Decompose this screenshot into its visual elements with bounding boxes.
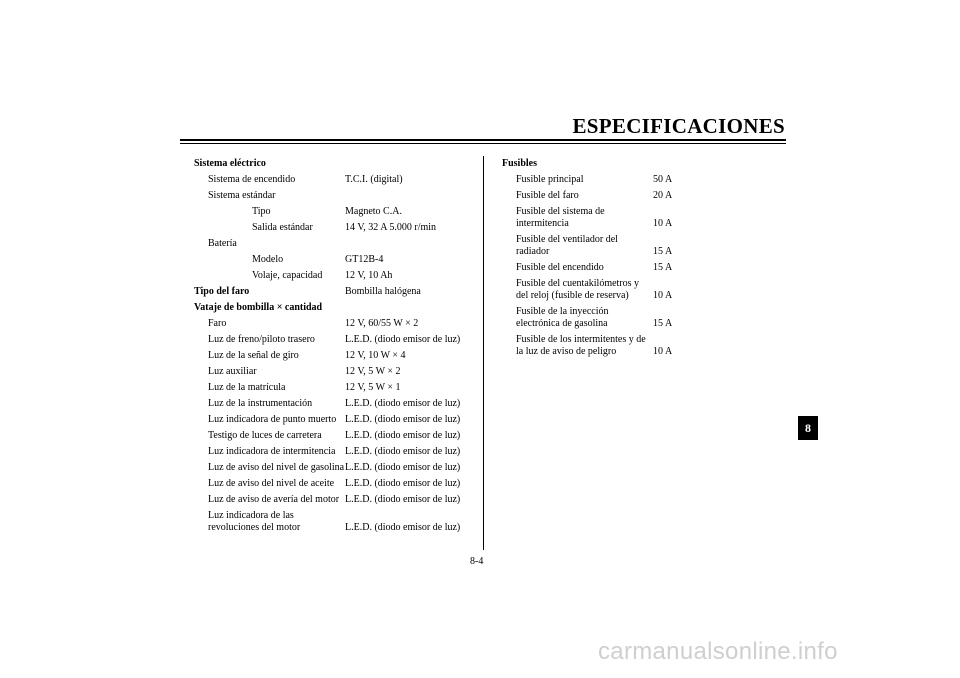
bulb-label: Luz de la señal de giro	[208, 350, 299, 361]
spec-value: 14 V, 32 A 5.000 r/min	[345, 222, 437, 233]
section-heading: Sistema eléctrico	[194, 158, 266, 169]
fuse-value: 50 A	[653, 174, 673, 185]
bulb-value: L.E.D. (diodo emisor de luz)	[345, 334, 461, 345]
spec-label: Salida estándar	[252, 222, 313, 233]
fuse-label: Fusible de los intermitentes y de	[516, 334, 646, 345]
fuse-label: Fusible del ventilador del	[516, 234, 618, 245]
bulb-value: 12 V, 5 W × 2	[345, 366, 401, 377]
spec-value: Bombilla halógena	[345, 286, 421, 297]
header-rule-thin	[180, 143, 786, 144]
header-rule	[180, 139, 786, 141]
spec-value: T.C.I. (digital)	[345, 174, 403, 185]
fuse-label: la luz de aviso de peligro	[516, 346, 617, 357]
bulb-value: L.E.D. (diodo emisor de luz)	[345, 522, 461, 533]
fuse-value: 10 A	[653, 218, 673, 229]
column-divider	[483, 156, 484, 550]
spec-label: Sistema de encendido	[208, 174, 296, 185]
spec-label: Batería	[208, 238, 237, 249]
bulb-label: Testigo de luces de carretera	[208, 430, 322, 441]
fuse-label: radiador	[516, 246, 550, 257]
spec-label: Sistema estándar	[208, 190, 276, 201]
bulb-value: 12 V, 5 W × 1	[345, 382, 401, 393]
bulb-label: Luz de aviso del nivel de aceite	[208, 478, 335, 489]
spec-value: GT12B-4	[345, 254, 384, 265]
page-title: ESPECIFICACIONES	[572, 114, 785, 138]
section-heading: Tipo del faro	[194, 286, 250, 297]
bulb-value: L.E.D. (diodo emisor de luz)	[345, 398, 461, 409]
bulb-label: Luz auxiliar	[208, 366, 257, 377]
bulb-value: L.E.D. (diodo emisor de luz)	[345, 430, 461, 441]
section-heading: Fusibles	[502, 158, 538, 169]
bulb-label: Luz de la instrumentación	[208, 398, 313, 409]
bulb-label: Faro	[208, 318, 227, 329]
spec-value: Magneto C.A.	[345, 206, 402, 217]
bulb-label: Luz indicadora de intermitencia	[208, 446, 336, 457]
section-heading: Vataje de bombilla × cantidad	[194, 302, 323, 313]
bulb-label: Luz de la matrícula	[208, 382, 286, 393]
spec-label: Tipo	[252, 206, 271, 217]
page-number: 8-4	[470, 556, 484, 567]
fuse-label: del reloj (fusible de reserva)	[516, 290, 629, 301]
bulb-value: L.E.D. (diodo emisor de luz)	[345, 478, 461, 489]
spec-label: Volaje, capacidad	[252, 270, 323, 281]
fuse-value: 15 A	[653, 246, 673, 257]
bulb-value: 12 V, 60/55 W × 2	[345, 318, 419, 329]
bulb-label: Luz indicadora de las	[208, 510, 294, 521]
fuse-label: intermitencia	[516, 218, 569, 229]
chapter-tab: 8	[798, 416, 818, 440]
fuse-label: electrónica de gasolina	[516, 318, 608, 329]
fuse-value: 15 A	[653, 262, 673, 273]
fuse-label: Fusible de la inyección	[516, 306, 609, 317]
bulb-value: L.E.D. (diodo emisor de luz)	[345, 462, 461, 473]
fuse-value: 10 A	[653, 346, 673, 357]
fuse-label: Fusible del sistema de	[516, 206, 605, 217]
bulb-value: L.E.D. (diodo emisor de luz)	[345, 446, 461, 457]
bulb-label: revoluciones del motor	[208, 522, 301, 533]
fuse-label: Fusible principal	[516, 174, 584, 185]
bulb-value: 12 V, 10 W × 4	[345, 350, 406, 361]
bulb-label: Luz de freno/piloto trasero	[208, 334, 315, 345]
fuse-label: Fusible del cuentakilómetros y	[516, 278, 640, 289]
watermark: carmanualsonline.info	[598, 638, 838, 665]
fuse-value: 15 A	[653, 318, 673, 329]
fuse-value: 10 A	[653, 290, 673, 301]
fuse-value: 20 A	[653, 190, 673, 201]
bulb-value: L.E.D. (diodo emisor de luz)	[345, 494, 461, 505]
fuse-label: Fusible del encendido	[516, 262, 604, 273]
bulb-label: Luz indicadora de punto muerto	[208, 414, 337, 425]
bulb-label: Luz de aviso de avería del motor	[208, 494, 340, 505]
bulb-value: L.E.D. (diodo emisor de luz)	[345, 414, 461, 425]
bulb-label: Luz de aviso del nivel de gasolina	[208, 462, 345, 473]
spec-label: Modelo	[252, 254, 284, 265]
fuse-label: Fusible del faro	[516, 190, 579, 201]
spec-value: 12 V, 10 Ah	[345, 270, 393, 281]
